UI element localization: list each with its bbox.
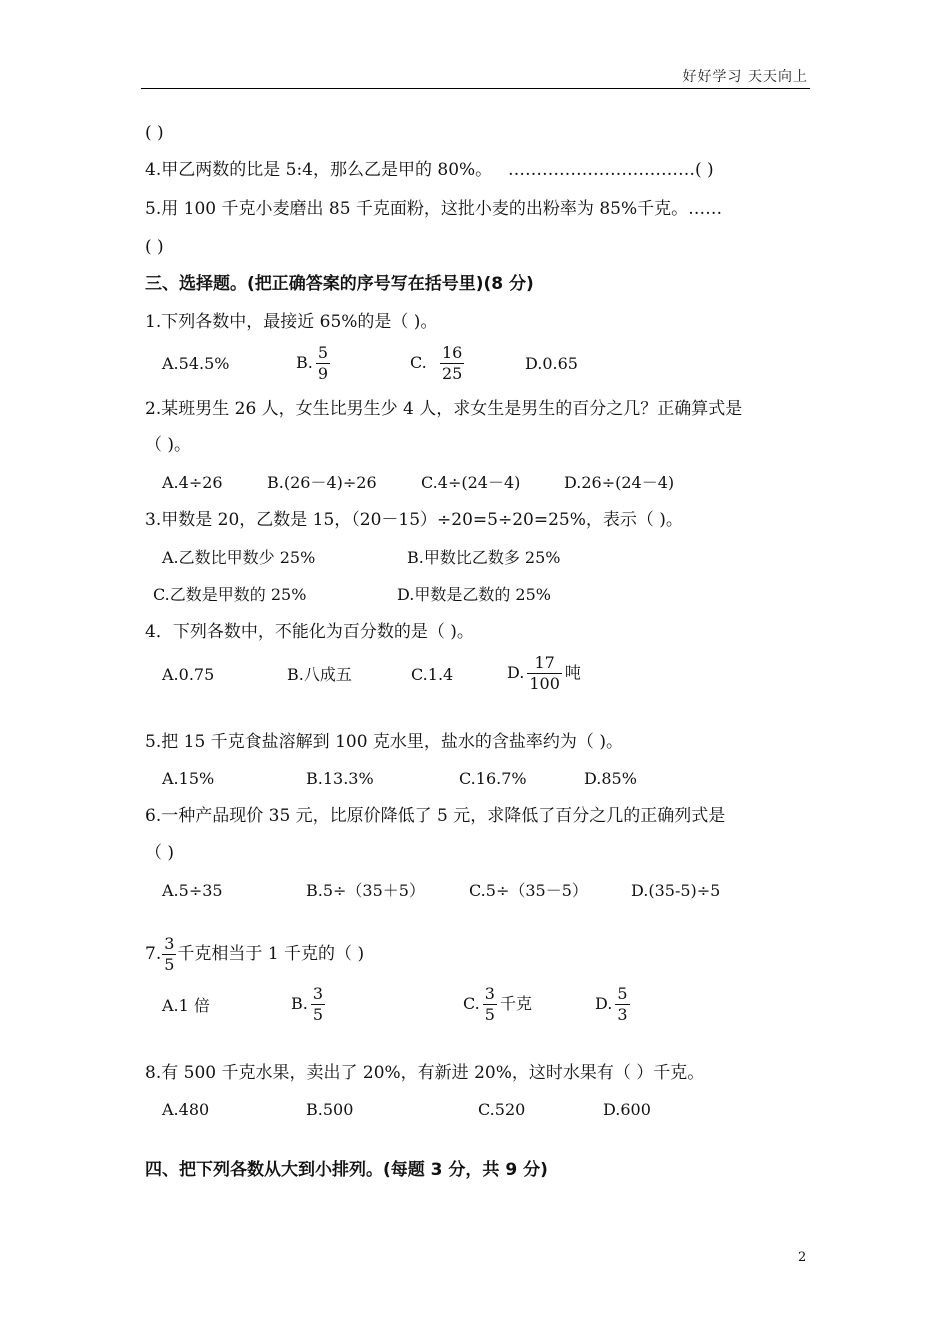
question-number: 7. [145, 944, 162, 964]
mc-q2-stem: 2.某班男生 26 人，女生比男生少 4 人，求女生是男生的百分之几？正确算式是 [145, 399, 743, 419]
fraction [311, 984, 325, 1025]
mc-q7-option-b [291, 984, 328, 1025]
denominator: 100 [529, 674, 560, 693]
fraction [316, 343, 330, 384]
mc-q2-stem-cont: （ )。 [145, 435, 192, 455]
mc-q6-stem-cont: （ ) [145, 843, 175, 863]
denominator: 5 [164, 955, 175, 974]
fraction [527, 653, 562, 694]
judge-q5-paren: ( ) [145, 237, 164, 257]
unit-suffix: 千克 [499, 994, 532, 1013]
mc-q6-stem: 6.一种产品现价 35 元，比原价降低了 5 元，求降低了百分之几的正确列式是 [145, 806, 726, 826]
denominator: 5 [484, 1005, 495, 1024]
numerator: 17 [527, 653, 562, 674]
option-prefix: B. [296, 353, 313, 372]
mc-q4-option-b: B.八成五 [287, 665, 352, 684]
option-prefix: B. [291, 994, 308, 1013]
mc-q8-option-d: D.600 [603, 1100, 651, 1119]
option-prefix: C. [463, 994, 480, 1013]
numerator: 3 [312, 984, 324, 1003]
section4-title: 四、把下列各数从大到小排列。(每题 3 分，共 9 分) [145, 1160, 548, 1180]
mc-q1-option-c [410, 343, 467, 384]
mc-q8-option-a: A.480 [162, 1100, 210, 1119]
mc-q3-option-d: D.甲数是乙数的 25% [397, 585, 551, 604]
fraction [483, 984, 497, 1025]
mc-q6-option-d: D.(35-5)÷5 [631, 881, 721, 900]
denominator: 3 [617, 1005, 628, 1024]
fraction [162, 934, 176, 975]
section3-title: 三、选择题。(把正确答案的序号写在括号里)(8 分) [145, 274, 534, 294]
mc-q8-stem: 8.有 500 千克水果，卖出了 20%，有新进 20%，这时水果有（ ）千克。 [145, 1063, 705, 1083]
mc-q2-option-d: D.26÷(24－4) [564, 473, 675, 492]
mc-q5-option-a: A.15% [162, 769, 215, 788]
mc-q1-option-a: A.54.5% [162, 354, 230, 373]
mc-q2-option-c: C.4÷(24－4) [421, 473, 521, 492]
mc-q7-stem [145, 934, 364, 975]
mc-q2-option-b: B.(26－4)÷26 [267, 473, 377, 492]
numerator: 5 [317, 343, 329, 362]
mc-q4-option-a: A.0.75 [162, 665, 215, 684]
mc-q3-stem: 3.甲数是 20，乙数是 15，（20－15）÷20=5÷20=25%，表示（ )。 [145, 510, 683, 530]
fraction [615, 984, 629, 1025]
mc-q5-option-c: C.16.7% [459, 769, 527, 788]
numerator: 16 [441, 343, 463, 362]
mc-q5-stem: 5.把 15 千克食盐溶解到 100 克水里，盐水的含盐率约为（ )。 [145, 732, 623, 752]
header-rule [141, 88, 810, 89]
judge-q4: 4.甲乙两数的比是 5:4，那么乙是甲的 80%。 [145, 160, 493, 180]
option-prefix: D. [507, 663, 525, 682]
mc-q7-option-d [595, 984, 633, 1025]
mc-q6-option-a: A.5÷35 [162, 881, 223, 900]
mc-q3-option-a: A.乙数比甲数少 25% [162, 548, 316, 567]
mc-q5-option-d: D.85% [584, 769, 637, 788]
mc-q1-option-b [296, 343, 333, 384]
mc-q3-option-c: C.乙数是甲数的 25% [153, 585, 307, 604]
numerator: 5 [617, 984, 628, 1003]
mc-q1-stem: 1.下列各数中，最接近 65%的是（ )。 [145, 312, 438, 332]
denominator: 25 [441, 364, 463, 383]
denominator: 5 [312, 1005, 324, 1024]
unit-suffix: 吨 [564, 663, 581, 682]
mc-q4-stem: 4．下列各数中，不能化为百分数的是（ )。 [145, 622, 474, 642]
mc-q4-option-d [507, 653, 581, 694]
option-prefix: C. [410, 353, 427, 372]
mc-q4-option-c: C.1.4 [411, 665, 454, 684]
fraction [440, 343, 464, 384]
q3-answer-paren: ( ) [145, 123, 164, 143]
stem-text: 千克相当于 1 千克的（ ) [177, 944, 365, 964]
mc-q8-option-b: B.500 [306, 1100, 354, 1119]
judge-q5: 5.用 100 千克小麦磨出 85 千克面粉，这批小麦的出粉率为 85%千克。…… [145, 199, 723, 219]
numerator: 3 [164, 934, 175, 953]
mc-q7-option-c [463, 984, 532, 1025]
denominator: 9 [317, 364, 329, 383]
page-number: 2 [798, 1250, 807, 1265]
mc-q3-option-b: B.甲数比乙数多 25% [407, 548, 561, 567]
mc-q2-option-a: A.4÷26 [162, 473, 223, 492]
mc-q1-option-d: D.0.65 [525, 354, 578, 373]
mc-q8-option-c: C.520 [478, 1100, 526, 1119]
mc-q6-option-b: B.5÷（35＋5） [306, 881, 425, 900]
header-motto: 好好学习 天天向上 [682, 69, 808, 85]
option-prefix: D. [595, 994, 613, 1013]
mc-q6-option-c: C.5÷（35－5） [469, 881, 588, 900]
mc-q5-option-b: B.13.3% [306, 769, 374, 788]
mc-q7-option-a: A.1 倍 [162, 996, 210, 1015]
judge-q4-dots: ……………………………( ) [508, 160, 714, 180]
numerator: 3 [484, 984, 495, 1003]
